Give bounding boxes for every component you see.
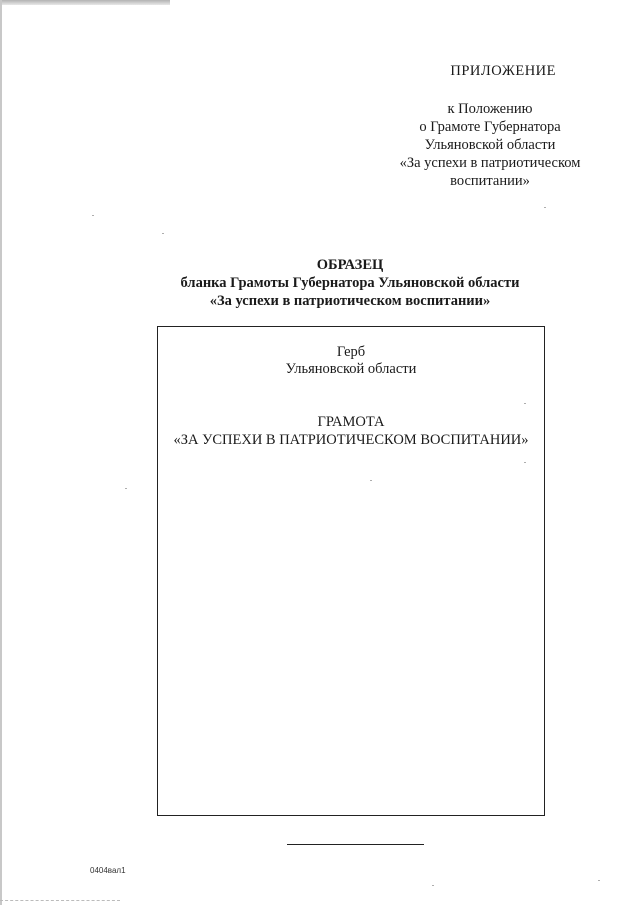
award-subtitle: «ЗА УСПЕХИ В ПАТРИОТИЧЕСКОМ ВОСПИТАНИИ» [173, 432, 529, 448]
scan-speck [544, 207, 546, 208]
appendix-line: Ульяновской области [424, 137, 556, 153]
scan-speck [432, 885, 434, 886]
appendix-line: воспитании» [450, 173, 530, 189]
scan-speck [524, 462, 526, 463]
signature-line [287, 844, 424, 845]
certificate-blank-frame [157, 326, 545, 816]
scan-speck [524, 403, 526, 404]
award-title: ГРАМОТА [317, 414, 385, 430]
appendix-line: к Положению [447, 101, 533, 117]
document-title [0, 256, 640, 310]
scan-speck [162, 233, 164, 234]
scan-edge-top [0, 0, 170, 5]
appendix-heading: ПРИЛОЖЕНИЕ [450, 63, 556, 79]
scan-speck [370, 480, 372, 481]
emblem-line: Герб [336, 344, 366, 360]
coat-of-arms-placeholder [158, 344, 544, 378]
title-sample: ОБРАЗЕЦ [316, 257, 384, 273]
appendix-line: «За успехи в патриотическом [399, 155, 581, 171]
award-heading [158, 413, 544, 449]
scan-speck [598, 880, 600, 881]
scan-speck [92, 215, 94, 216]
scan-speck [125, 488, 127, 489]
title-form: бланка Грамоты Губернатора Ульяновской области [180, 275, 520, 291]
appendix-block [340, 62, 600, 190]
appendix-line: о Грамоте Губернатора [419, 119, 561, 135]
scan-edge-left [0, 0, 2, 905]
scan-edge-bottom [0, 900, 120, 902]
title-award-name: «За успехи в патриотическом воспитании» [209, 293, 491, 309]
emblem-line: Ульяновской области [285, 361, 417, 377]
document-code: 0404вал1 [90, 866, 126, 875]
